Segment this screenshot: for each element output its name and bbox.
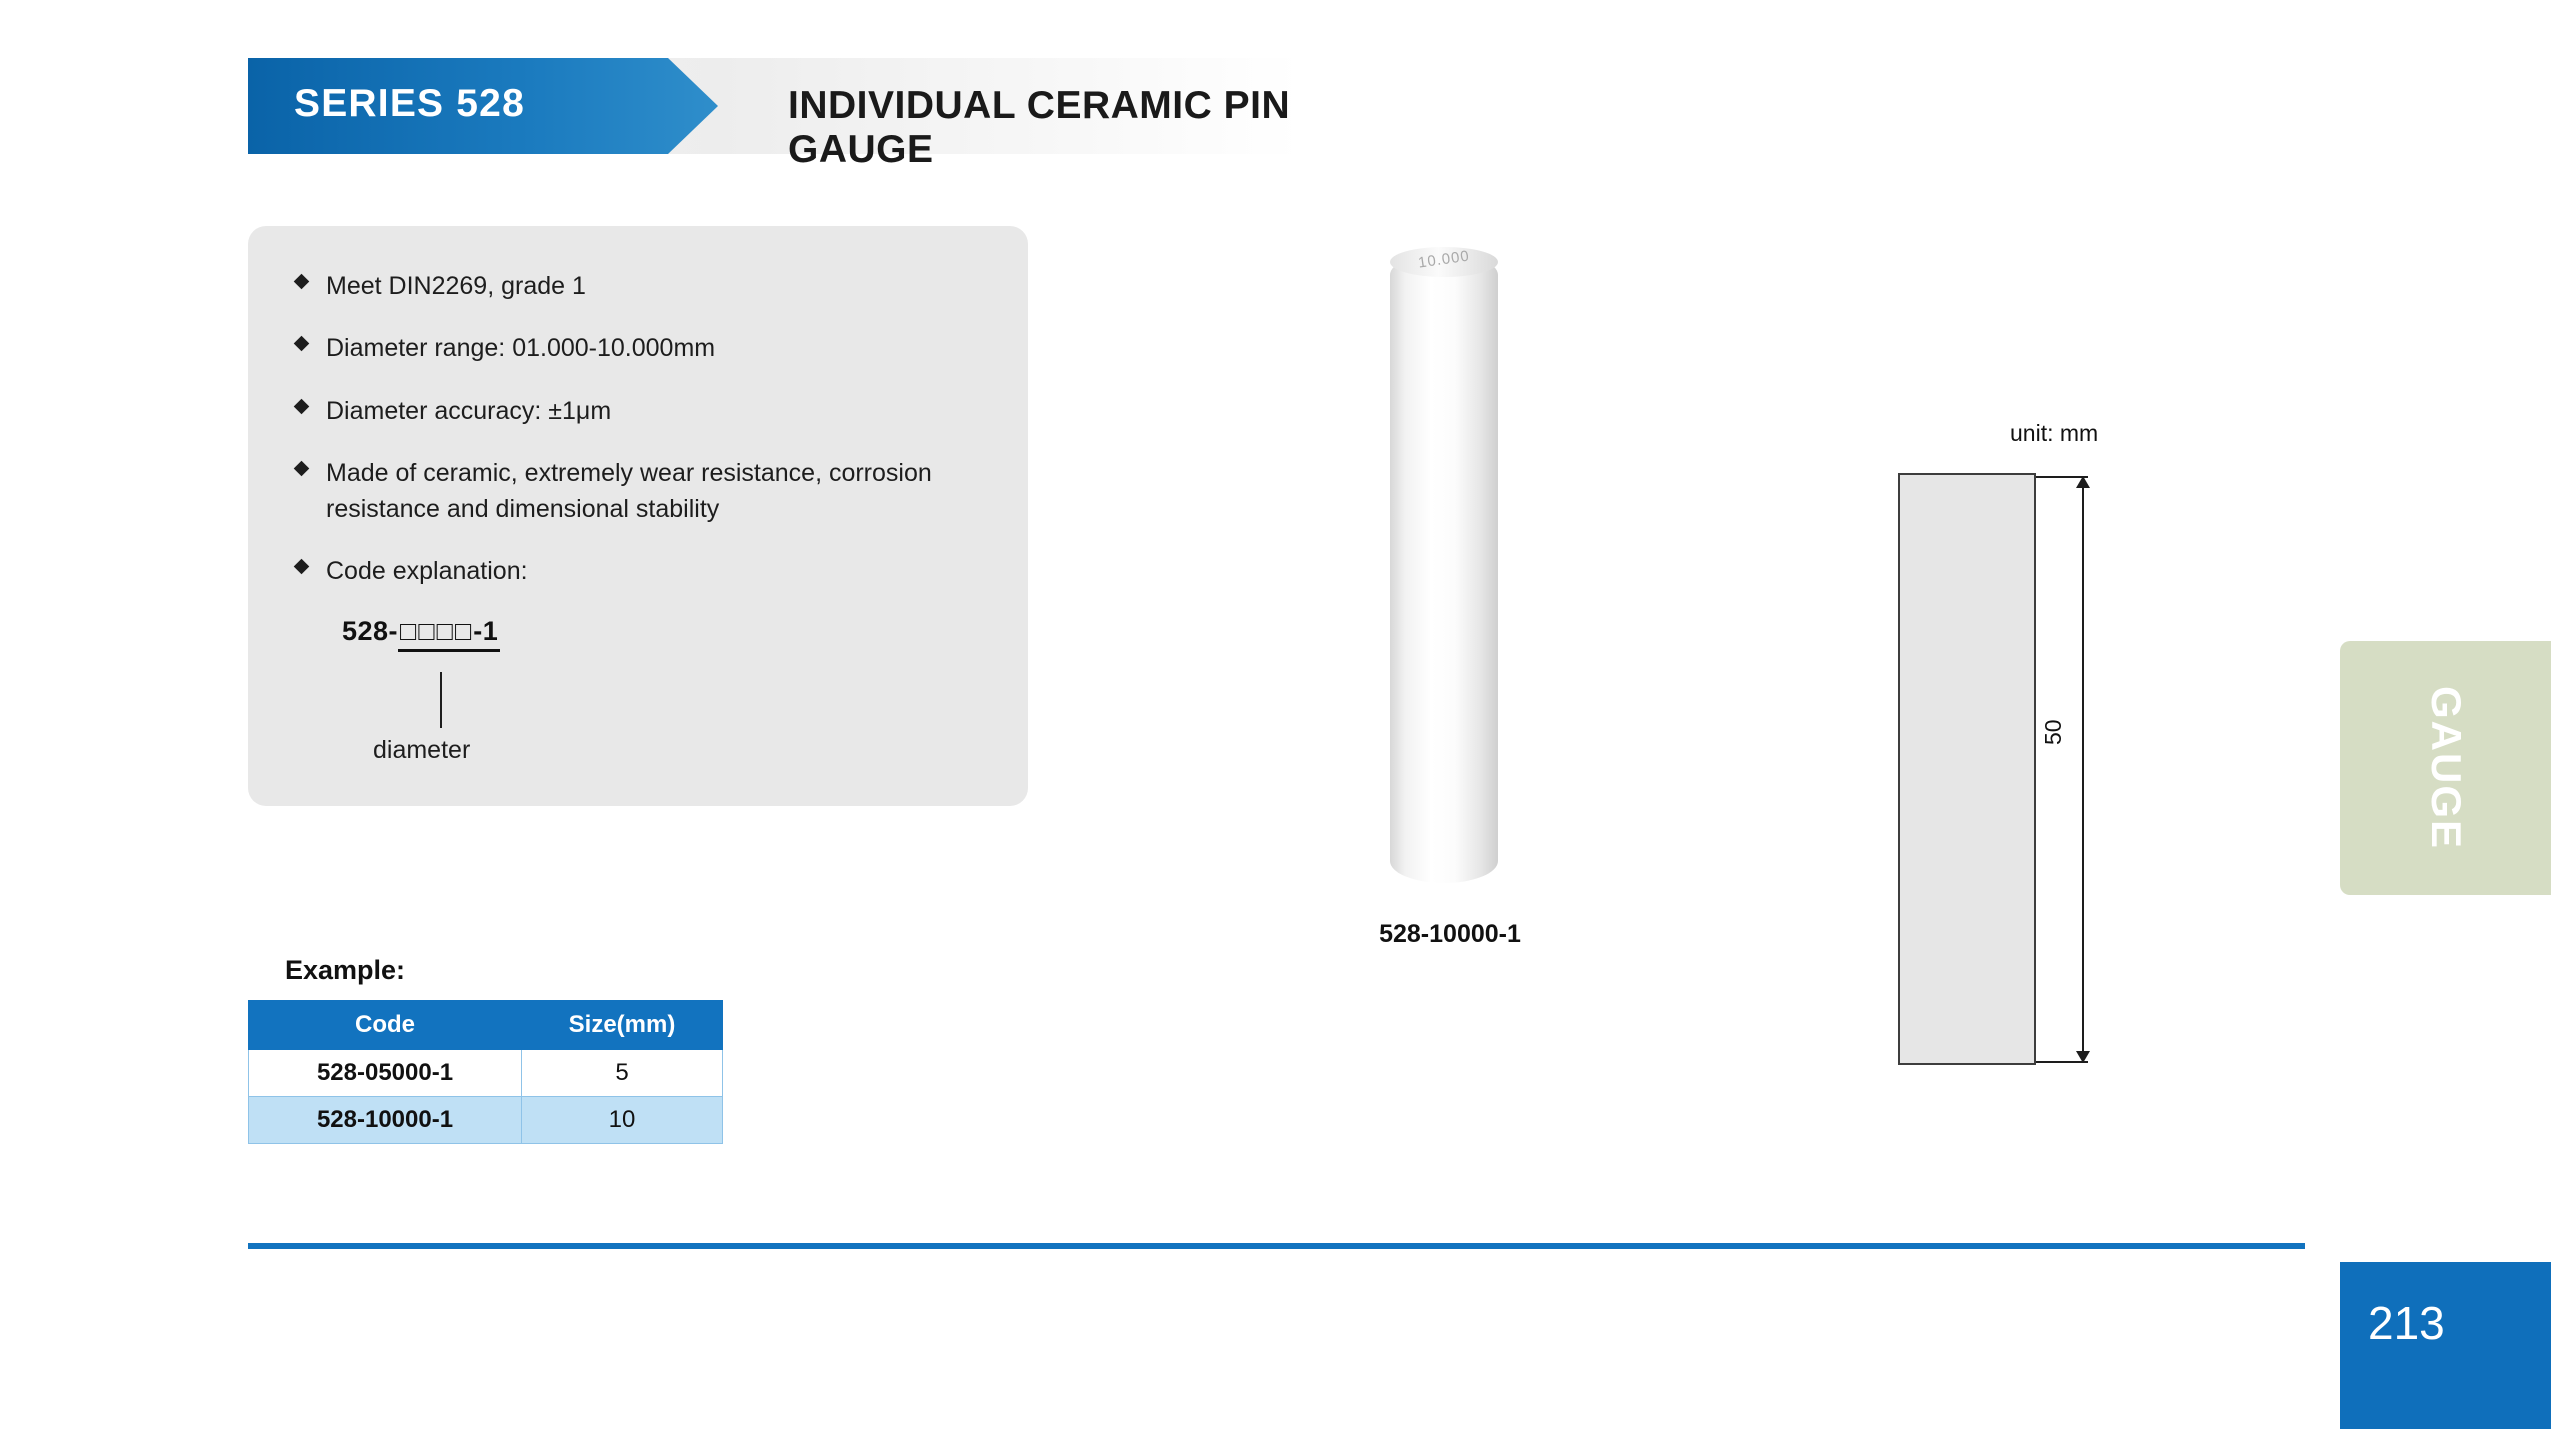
column-header-size: Size(mm) — [522, 1001, 723, 1050]
drawing-pin-profile — [1898, 473, 2036, 1065]
code-explanation — [342, 616, 1006, 652]
series-label: SERIES 528 — [294, 82, 525, 125]
code-suffix: -1 — [473, 615, 499, 646]
feature-text: Diameter accuracy: ±1μm — [326, 396, 612, 425]
dimension-arrow-top-icon — [2076, 476, 2090, 488]
example-table — [248, 1000, 723, 1144]
feature-list — [286, 268, 1006, 652]
diamond-bullet-icon — [294, 336, 310, 352]
table-row — [249, 1097, 723, 1144]
cell-size: 5 — [522, 1050, 723, 1097]
dimension-arrow-bottom-icon — [2076, 1051, 2090, 1063]
feature-text: Code explanation: — [326, 557, 528, 586]
code-pointer-label: diameter — [373, 736, 471, 764]
code-placeholder-boxes: □□□□ — [400, 615, 474, 646]
diamond-bullet-icon — [294, 274, 310, 290]
dimension-value: 50 — [2040, 719, 2066, 745]
feature-item — [286, 553, 1006, 589]
feature-item — [286, 455, 1006, 528]
diamond-bullet-icon — [294, 559, 310, 575]
side-tab-gauge — [2340, 641, 2551, 895]
features-panel — [248, 226, 1028, 806]
diamond-bullet-icon — [294, 398, 310, 414]
feature-text: Made of ceramic, extremely wear resistance, corrosion resistance and dimensional stability — [326, 458, 932, 523]
diamond-bullet-icon — [294, 460, 310, 476]
code-prefix: 528- — [342, 615, 399, 646]
code-pointer-line — [440, 672, 442, 728]
product-caption: 528-10000-1 — [1379, 920, 1521, 948]
cell-code: 528-10000-1 — [249, 1097, 522, 1144]
side-tab-label: GAUGE — [2422, 685, 2470, 851]
dimension-line — [2082, 476, 2084, 1063]
product-photo — [1380, 235, 1510, 895]
feature-item — [286, 268, 1006, 304]
feature-text: Diameter range: 01.000-10.000mm — [326, 334, 716, 363]
table-row — [249, 1050, 723, 1097]
pin-engraving-text: 10.000 — [1417, 247, 1471, 272]
table-header-row — [249, 1001, 723, 1050]
unit-label: unit: mm — [2010, 420, 2099, 446]
cell-size: 10 — [522, 1097, 723, 1144]
page-number-box — [2340, 1262, 2551, 1429]
page-number: 213 — [2368, 1297, 2445, 1349]
cell-code: 528-05000-1 — [249, 1050, 522, 1097]
ceramic-pin-body — [1390, 253, 1498, 883]
page-header — [248, 58, 1301, 171]
column-header-code: Code — [249, 1001, 522, 1050]
feature-item — [286, 330, 1006, 366]
page-title: INDIVIDUAL CERAMIC PIN GAUGE — [788, 84, 1291, 171]
example-label: Example: — [285, 955, 406, 985]
footer-divider — [248, 1243, 2305, 1249]
feature-text: Meet DIN2269, grade 1 — [326, 272, 586, 300]
feature-item — [286, 393, 1006, 429]
